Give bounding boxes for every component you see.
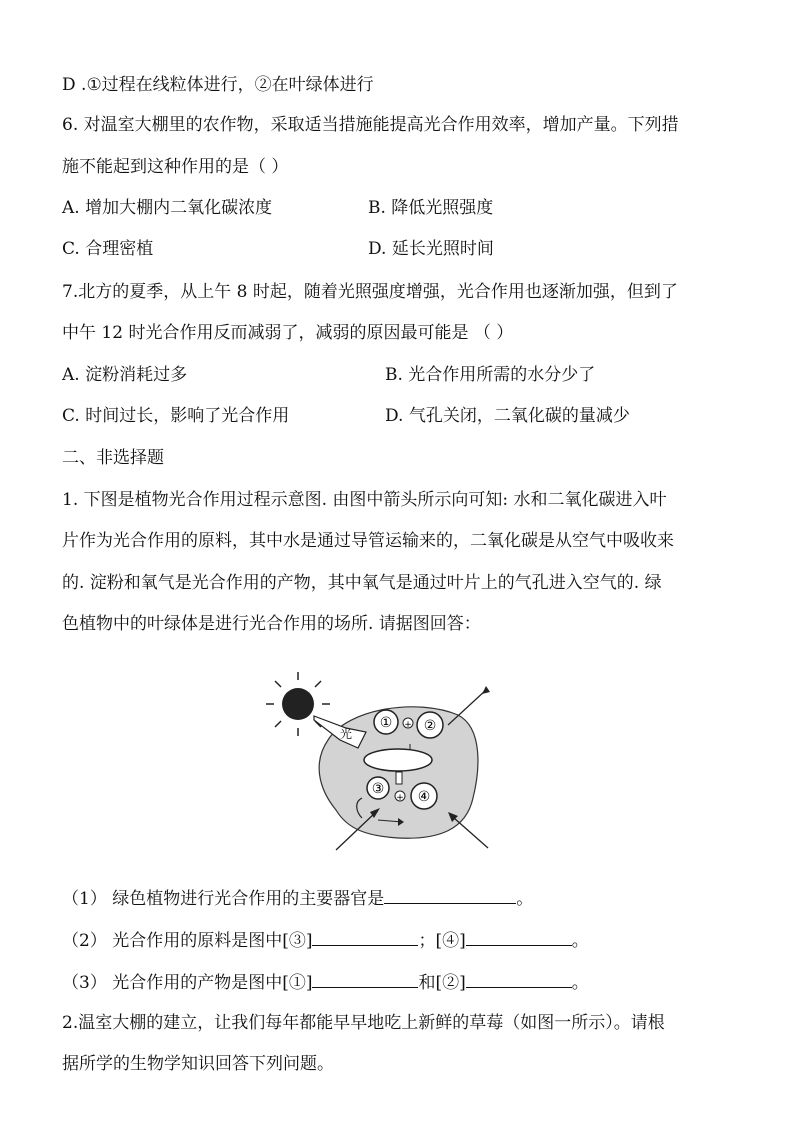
label-2: ② (423, 718, 437, 734)
sub1-prefix: （1） 绿色植物进行光合作用的主要器官是 (62, 889, 385, 909)
q6-stem-line2: 施不能起到这种作用的是（ ） (62, 157, 289, 177)
sub3-mid: 和[②] (418, 973, 466, 993)
nq1-sub1 (62, 886, 533, 910)
nq1-stem-line4: 色植物中的叶绿体是进行光合作用的场所. 请据图回答： (62, 614, 481, 634)
plus-top: + (404, 720, 412, 730)
plus-bottom: + (396, 793, 404, 803)
sun-icon (266, 672, 330, 736)
sub3-answer-blank-2[interactable] (466, 970, 572, 988)
nq1-stem-line2: 片作为光合作用的原料，其中水是通过导管运输来的，二氧化碳是从空气中吸收来 (62, 531, 674, 551)
nq1-sub3 (62, 970, 589, 994)
q6-option-a: A. 增加大棚内二氧化碳浓度 (62, 198, 273, 218)
sub2-suffix: 。 (571, 931, 589, 951)
q7-stem-line1: 7.北方的夏季，从上午 8 时起，随着光照强度增强，光合作用也逐渐加强，但到了 (62, 282, 678, 302)
label-4: ④ (417, 789, 431, 805)
q6-option-d: D. 延长光照时间 (368, 239, 494, 259)
label-1: ① (379, 715, 393, 731)
nq2-stem-line2: 据所学的生物学知识回答下列问题。 (62, 1054, 334, 1074)
nq1-sub2 (62, 928, 589, 952)
sub2-answer-blank-4[interactable] (466, 928, 572, 946)
nq1-stem-line1: 1. 下图是植物光合作用过程示意图. 由图中箭头所示向可知: 水和二氧化碳进入叶 (62, 490, 667, 510)
chloroplast (364, 749, 432, 771)
q7-option-b: B. 光合作用所需的水分少了 (385, 365, 596, 385)
q5-option-d: D .①过程在线粒体进行，②在叶绿体进行 (62, 75, 374, 95)
photosynthesis-diagram (258, 670, 508, 855)
q7-option-d: D. 气孔关闭，二氧化碳的量减少 (385, 406, 630, 426)
q6-option-b: B. 降低光照强度 (368, 198, 494, 218)
q7-stem-line2: 中午 12 时光合作用反而减弱了，减弱的原因最可能是 （ ） (62, 323, 514, 343)
section-title: 二、非选择题 (62, 448, 164, 468)
sub2-answer-blank-3[interactable] (312, 928, 418, 946)
label-3: ③ (371, 781, 385, 797)
sub2-prefix: （2） 光合作用的原料是图中[③] (62, 931, 313, 951)
sub1-suffix: 。 (516, 889, 534, 909)
light-label: 光 (340, 727, 353, 741)
q7-option-a: A. 淀粉消耗过多 (62, 365, 188, 385)
sub3-prefix: （3） 光合作用的产物是图中[①] (62, 973, 313, 993)
q7-option-c: C. 时间过长，影响了光合作用 (62, 406, 290, 426)
sub2-mid: ；[④] (418, 931, 466, 951)
q6-option-c: C. 合理密植 (62, 239, 154, 259)
sub3-answer-blank-1[interactable] (312, 970, 418, 988)
sub1-answer-blank[interactable] (384, 886, 516, 904)
nq1-stem-line3: 的. 淀粉和氧气是光合作用的产物，其中氧气是通过叶片上的气孔进入空气的. 绿 (62, 573, 662, 593)
sub3-suffix: 。 (571, 973, 589, 993)
q6-stem-line1: 6. 对温室大棚里的农作物，采取适当措施能提高光合作用效率，增加产量。下列措 (62, 115, 679, 135)
nq2-stem-line1: 2.温室大棚的建立，让我们每年都能早早地吃上新鲜的草莓（如图一所示）。请根 (62, 1013, 665, 1033)
